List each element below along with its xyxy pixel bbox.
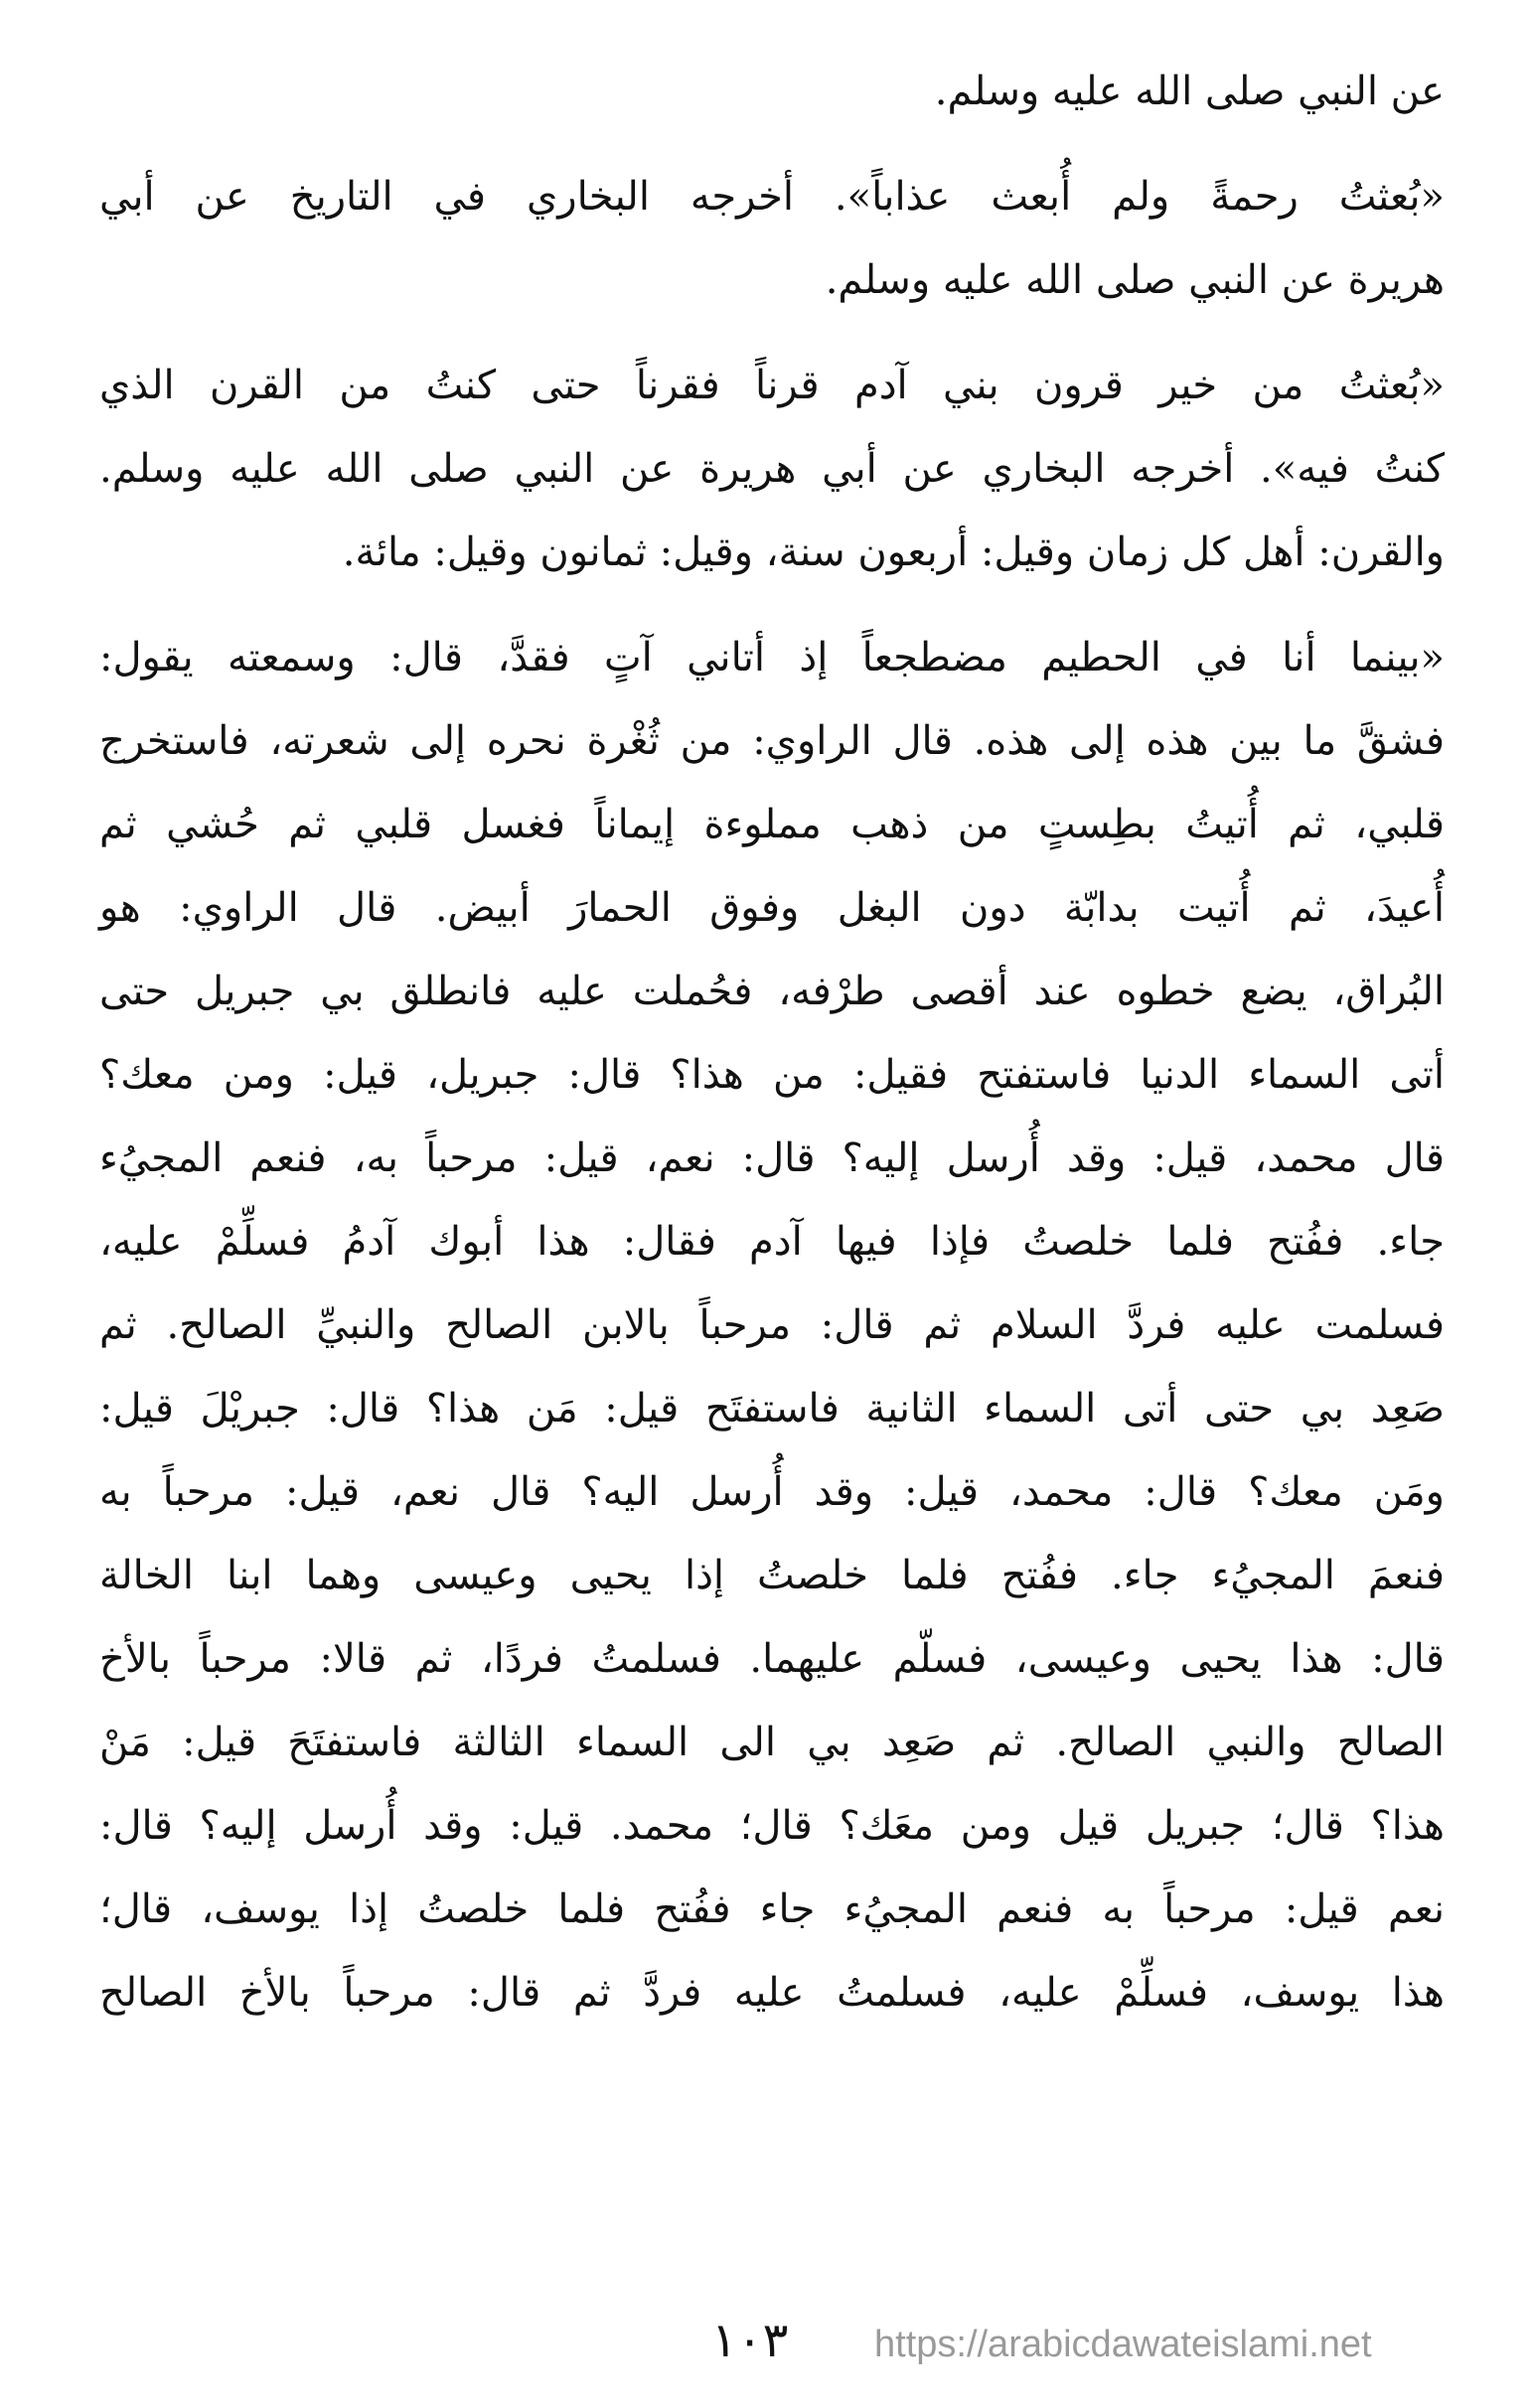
text-line: هريرة عن النبي صلى الله عليه وسلم. — [825, 257, 1445, 303]
text-line: كنتُ فيه». أخرجه البخاري عن أبي هريرة عن النبي صلى الله عليه وسلم. — [99, 446, 1445, 492]
text-line: جاء. ففُتح فلما خلصتُ فإذا فيها آدم فقال: هذا أبوك آدمُ فسلِّمْ عليه، — [99, 1219, 1445, 1265]
text-line: «بينما أنا في الحطيم مضطجعاً إذ أتاني آتٍ فقدَّ، قال: وسمعته يقول: — [99, 635, 1445, 680]
text-line: «بُعثتُ رحمةً ولم أُبعث عذاباً». أخرجه البخاري في التاريخ عن أبي — [99, 174, 1446, 220]
text-line: فنعمَ المجيُء جاء. ففُتح فلما خلصتُ إذا يحيى وعيسى وهما ابنا الخالة — [99, 1553, 1445, 1598]
text-line: هذا يوسف، فسلِّمْ عليه، فسلمتُ عليه فردَّ ثم قال: مرحباً بالأخ الصالح — [99, 1970, 1445, 2016]
text-line: صَعِد بي حتى أتى السماء الثانية فاستفتَح قيل: مَن هذا؟ قال: جبريْلَ قيل: — [99, 1386, 1445, 1431]
text-line: «بُعثتُ من خير قرون بني آدم قرناً فقرناً حتى كنتُ من القرن الذي — [99, 363, 1445, 408]
text-line: الصالح والنبي الصالح. ثم صَعِد بي الى السماء الثالثة فاستفتَحَ قيل: مَنْ — [99, 1720, 1445, 1765]
text-line: أُعيدَ، ثم أُتيت بدابّة دون البغل وفوق الحمارَ أبيض. قال الراوي: هو — [99, 885, 1445, 931]
paragraph-4 — [99, 635, 1445, 2056]
watermark-url: https://arabicdawateislami.net — [874, 2324, 1372, 2365]
paragraph-3 — [99, 363, 1445, 616]
text-line: والقرن: أهل كل زمان وقيل: أربعون سنة، وقيل: ثمانون وقيل: مائة. — [342, 529, 1445, 575]
paragraph-2 — [99, 174, 1446, 344]
text-line: البُراق، يضع خطوه عند أقصى طرْفه، فحُملت عليه فانطلق بي جبريل حتى — [99, 969, 1445, 1014]
text-line: قال: هذا يحيى وعيسى، فسلّم عليهما. فسلمتُ فردًا، ثم قالا: مرحباً بالأخ — [99, 1636, 1445, 1682]
text-line: قال محمد، قيل: وقد أُرسل إليه؟ قال: نعم، قيل: مرحباً به، فنعم المجيُء — [99, 1135, 1445, 1181]
text-line: فشقَّ ما بين هذه إلى هذه. قال الراوي: من ثُغْرة نحره إلى شعرته، فاستخرج — [99, 718, 1445, 764]
text-line: نعم قيل: مرحباً به فنعم المجيُء جاء ففُتح فلما خلصتُ إذا يوسف، قال؛ — [99, 1886, 1445, 1932]
page-number: ١٠٣ — [711, 2313, 789, 2368]
text-line: فسلمت عليه فردَّ السلام ثم قال: مرحباً بالابن الصالح والنبيِّ الصالح. ثم — [99, 1302, 1445, 1348]
text-line: ومَن معك؟ قال: محمد، قيل: وقد أُرسل اليه؟ قال نعم، قيل: مرحباً به — [99, 1469, 1445, 1515]
paragraph-1 — [99, 69, 1445, 155]
page-body — [99, 69, 1446, 2307]
text-line: قلبي، ثم أُتيتُ بطِستٍ من ذهب مملوءة إيماناً فغسل قلبي ثم حُشي ثم — [99, 802, 1445, 847]
text-line: أتى السماء الدنيا فاستفتح فقيل: من هذا؟ قال: جبريل، قيل: ومن معك؟ — [99, 1052, 1445, 1098]
page-footer — [0, 2313, 1534, 2372]
text-line: عن النبي صلى الله عليه وسلم. — [934, 69, 1445, 114]
text-line: هذا؟ قال؛ جبريل قيل ومن معَك؟ قال؛ محمد. قيل: وقد أُرسل إليه؟ قال: — [99, 1803, 1445, 1849]
